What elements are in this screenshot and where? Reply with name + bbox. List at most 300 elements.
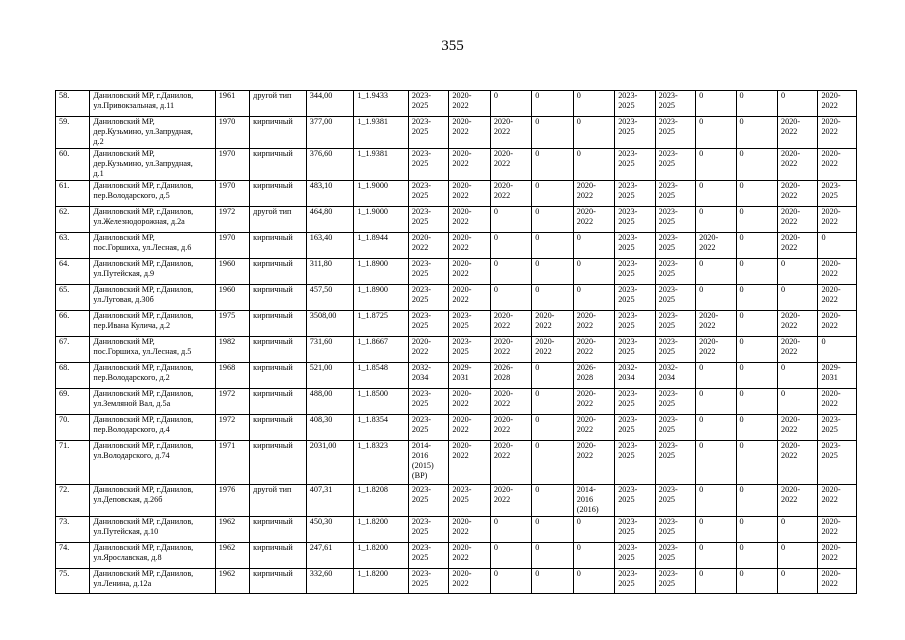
period-cell-9: 0 bbox=[736, 543, 777, 569]
address-cell: Даниловский МР, г.Данилов, пер.Володарского, д.5 bbox=[90, 181, 215, 207]
period-cell-5: 0 bbox=[573, 259, 614, 285]
row-number: 72. bbox=[56, 485, 90, 517]
period-cell-4: 0 bbox=[532, 259, 573, 285]
period-cell-7: 2023- 2025 bbox=[655, 233, 695, 259]
period-cell-6: 2023- 2025 bbox=[615, 259, 655, 285]
period-cell-3: 0 bbox=[490, 569, 531, 594]
period-cell-6: 2023- 2025 bbox=[615, 207, 655, 233]
table-row bbox=[56, 91, 857, 117]
period-cell-9: 0 bbox=[736, 311, 777, 337]
period-cell-1: 2023- 2025 bbox=[408, 149, 448, 181]
period-cell-8: 2020- 2022 bbox=[696, 337, 736, 363]
period-cell-1: 2023- 2025 bbox=[408, 91, 448, 117]
period-cell-5: 2020- 2022 bbox=[573, 311, 614, 337]
area-cell: 483,10 bbox=[306, 181, 354, 207]
period-cell-3: 2020- 2022 bbox=[490, 441, 531, 485]
period-cell-1: 2023- 2025 bbox=[408, 517, 448, 543]
period-cell-11: 0 bbox=[818, 337, 857, 363]
period-cell-6: 2023- 2025 bbox=[615, 149, 655, 181]
row-number: 71. bbox=[56, 441, 90, 485]
period-cell-5: 2020- 2022 bbox=[573, 389, 614, 415]
wall-type-cell: кирпичный bbox=[250, 415, 307, 441]
period-cell-10: 2020- 2022 bbox=[778, 311, 818, 337]
table-row bbox=[56, 517, 857, 543]
address-cell: Даниловский МР, г.Данилов, ул.Путейская, д.9 bbox=[90, 259, 215, 285]
period-cell-1: 2023- 2025 bbox=[408, 543, 448, 569]
index-cell: 1_1.8900 bbox=[354, 259, 409, 285]
period-cell-4: 0 bbox=[532, 441, 573, 485]
period-cell-11: 2020- 2022 bbox=[818, 517, 857, 543]
period-cell-11: 2023- 2025 bbox=[818, 441, 857, 485]
period-cell-4: 0 bbox=[532, 363, 573, 389]
period-cell-1: 2023- 2025 bbox=[408, 207, 448, 233]
period-cell-7: 2023- 2025 bbox=[655, 389, 695, 415]
housing-table bbox=[55, 90, 857, 594]
year-cell: 1961 bbox=[215, 91, 249, 117]
row-number: 75. bbox=[56, 569, 90, 594]
period-cell-7: 2023- 2025 bbox=[655, 543, 695, 569]
period-cell-6: 2023- 2025 bbox=[615, 441, 655, 485]
table-row bbox=[56, 337, 857, 363]
row-number: 61. bbox=[56, 181, 90, 207]
period-cell-8: 0 bbox=[696, 149, 736, 181]
area-cell: 464,80 bbox=[306, 207, 354, 233]
wall-type-cell: кирпичный bbox=[250, 363, 307, 389]
index-cell: 1_1.8200 bbox=[354, 569, 409, 594]
period-cell-4: 0 bbox=[532, 415, 573, 441]
period-cell-10: 2020- 2022 bbox=[778, 181, 818, 207]
row-number: 69. bbox=[56, 389, 90, 415]
area-cell: 377,00 bbox=[306, 117, 354, 149]
area-cell: 2031,00 bbox=[306, 441, 354, 485]
row-number: 70. bbox=[56, 415, 90, 441]
period-cell-8: 0 bbox=[696, 543, 736, 569]
address-cell: Даниловский МР, г.Данилов, ул.Земляной Вал, д.5а bbox=[90, 389, 215, 415]
wall-type-cell: другой тип bbox=[250, 91, 307, 117]
period-cell-3: 2020- 2022 bbox=[490, 117, 531, 149]
wall-type-cell: кирпичный bbox=[250, 285, 307, 311]
period-cell-7: 2023- 2025 bbox=[655, 441, 695, 485]
table-row bbox=[56, 363, 857, 389]
period-cell-8: 0 bbox=[696, 441, 736, 485]
address-cell: Даниловский МР, г.Данилов, ул.Володарского, д.74 bbox=[90, 441, 215, 485]
table-row bbox=[56, 311, 857, 337]
period-cell-7: 2023- 2025 bbox=[655, 181, 695, 207]
period-cell-8: 0 bbox=[696, 363, 736, 389]
period-cell-11: 2020- 2022 bbox=[818, 485, 857, 517]
period-cell-11: 2020- 2022 bbox=[818, 285, 857, 311]
index-cell: 1_1.8944 bbox=[354, 233, 409, 259]
address-cell: Даниловский МР, г.Данилов, ул.Деповская, д.26б bbox=[90, 485, 215, 517]
period-cell-7: 2023- 2025 bbox=[655, 485, 695, 517]
period-cell-6: 2023- 2025 bbox=[615, 337, 655, 363]
period-cell-5: 0 bbox=[573, 517, 614, 543]
period-cell-9: 0 bbox=[736, 181, 777, 207]
period-cell-10: 2020- 2022 bbox=[778, 207, 818, 233]
period-cell-1: 2014- 2016 (2015) (ВР) bbox=[408, 441, 448, 485]
index-cell: 1_1.8208 bbox=[354, 485, 409, 517]
period-cell-3: 2020- 2022 bbox=[490, 485, 531, 517]
period-cell-8: 0 bbox=[696, 485, 736, 517]
address-cell: Даниловский МР, г.Данилов, пер.Володарского, д.4 bbox=[90, 415, 215, 441]
period-cell-4: 0 bbox=[532, 207, 573, 233]
period-cell-7: 2032- 2034 bbox=[655, 363, 695, 389]
period-cell-3: 2020- 2022 bbox=[490, 149, 531, 181]
period-cell-9: 0 bbox=[736, 441, 777, 485]
period-cell-2: 2020- 2022 bbox=[449, 117, 490, 149]
row-number: 64. bbox=[56, 259, 90, 285]
period-cell-10: 0 bbox=[778, 517, 818, 543]
period-cell-3: 0 bbox=[490, 91, 531, 117]
period-cell-2: 2020- 2022 bbox=[449, 91, 490, 117]
year-cell: 1971 bbox=[215, 441, 249, 485]
area-cell: 407,31 bbox=[306, 485, 354, 517]
period-cell-8: 0 bbox=[696, 181, 736, 207]
period-cell-2: 2020- 2022 bbox=[449, 517, 490, 543]
row-number: 68. bbox=[56, 363, 90, 389]
period-cell-1: 2023- 2025 bbox=[408, 485, 448, 517]
address-cell: Даниловский МР, г.Данилов, ул.Привокзальная, д.11 bbox=[90, 91, 215, 117]
period-cell-6: 2023- 2025 bbox=[615, 311, 655, 337]
address-cell: Даниловский МР, дер.Кузьмино, ул.Запрудная, д.1 bbox=[90, 149, 215, 181]
index-cell: 1_1.8500 bbox=[354, 389, 409, 415]
period-cell-2: 2020- 2022 bbox=[449, 207, 490, 233]
period-cell-2: 2020- 2022 bbox=[449, 233, 490, 259]
period-cell-10: 0 bbox=[778, 363, 818, 389]
period-cell-10: 0 bbox=[778, 91, 818, 117]
period-cell-2: 2023- 2025 bbox=[449, 311, 490, 337]
table-row bbox=[56, 415, 857, 441]
index-cell: 1_1.8725 bbox=[354, 311, 409, 337]
period-cell-9: 0 bbox=[736, 207, 777, 233]
period-cell-5: 2020- 2022 bbox=[573, 415, 614, 441]
period-cell-11: 0 bbox=[818, 233, 857, 259]
period-cell-4: 0 bbox=[532, 149, 573, 181]
period-cell-10: 2020- 2022 bbox=[778, 415, 818, 441]
period-cell-9: 0 bbox=[736, 233, 777, 259]
period-cell-10: 0 bbox=[778, 259, 818, 285]
period-cell-1: 2032- 2034 bbox=[408, 363, 448, 389]
period-cell-5: 2026- 2028 bbox=[573, 363, 614, 389]
wall-type-cell: кирпичный bbox=[250, 337, 307, 363]
period-cell-6: 2023- 2025 bbox=[615, 233, 655, 259]
period-cell-11: 2029- 2031 bbox=[818, 363, 857, 389]
area-cell: 408,30 bbox=[306, 415, 354, 441]
period-cell-3: 0 bbox=[490, 259, 531, 285]
table-row bbox=[56, 285, 857, 311]
period-cell-5: 0 bbox=[573, 233, 614, 259]
period-cell-4: 0 bbox=[532, 569, 573, 594]
period-cell-2: 2020- 2022 bbox=[449, 285, 490, 311]
period-cell-7: 2023- 2025 bbox=[655, 91, 695, 117]
period-cell-1: 2023- 2025 bbox=[408, 389, 448, 415]
index-cell: 1_1.9000 bbox=[354, 181, 409, 207]
period-cell-8: 0 bbox=[696, 207, 736, 233]
year-cell: 1970 bbox=[215, 233, 249, 259]
table-row bbox=[56, 181, 857, 207]
address-cell: Даниловский МР, г.Данилов, ул.Ленина, д.12а bbox=[90, 569, 215, 594]
table-row bbox=[56, 233, 857, 259]
table-row bbox=[56, 543, 857, 569]
index-cell: 1_1.9381 bbox=[354, 117, 409, 149]
period-cell-11: 2020- 2022 bbox=[818, 311, 857, 337]
period-cell-1: 2023- 2025 bbox=[408, 259, 448, 285]
period-cell-9: 0 bbox=[736, 363, 777, 389]
address-cell: Даниловский МР, г.Данилов, пер.Ивана Кулича, д.2 bbox=[90, 311, 215, 337]
period-cell-10: 0 bbox=[778, 389, 818, 415]
period-cell-11: 2020- 2022 bbox=[818, 569, 857, 594]
period-cell-10: 2020- 2022 bbox=[778, 117, 818, 149]
table-row bbox=[56, 149, 857, 181]
period-cell-9: 0 bbox=[736, 485, 777, 517]
period-cell-4: 2020- 2022 bbox=[532, 337, 573, 363]
period-cell-4: 0 bbox=[532, 543, 573, 569]
address-cell: Даниловский МР, г.Данилов, пер.Володарского, д.2 bbox=[90, 363, 215, 389]
year-cell: 1962 bbox=[215, 543, 249, 569]
wall-type-cell: кирпичный bbox=[250, 441, 307, 485]
period-cell-6: 2032- 2034 bbox=[615, 363, 655, 389]
area-cell: 344,00 bbox=[306, 91, 354, 117]
index-cell: 1_1.8200 bbox=[354, 517, 409, 543]
period-cell-11: 2023- 2025 bbox=[818, 415, 857, 441]
period-cell-6: 2023- 2025 bbox=[615, 389, 655, 415]
period-cell-10: 0 bbox=[778, 569, 818, 594]
row-number: 58. bbox=[56, 91, 90, 117]
period-cell-11: 2020- 2022 bbox=[818, 389, 857, 415]
period-cell-7: 2023- 2025 bbox=[655, 149, 695, 181]
index-cell: 1_1.9381 bbox=[354, 149, 409, 181]
index-cell: 1_1.8548 bbox=[354, 363, 409, 389]
wall-type-cell: кирпичный bbox=[250, 389, 307, 415]
area-cell: 3508,00 bbox=[306, 311, 354, 337]
period-cell-9: 0 bbox=[736, 117, 777, 149]
period-cell-6: 2023- 2025 bbox=[615, 517, 655, 543]
index-cell: 1_1.8667 bbox=[354, 337, 409, 363]
period-cell-1: 2023- 2025 bbox=[408, 285, 448, 311]
period-cell-6: 2023- 2025 bbox=[615, 485, 655, 517]
period-cell-3: 2020- 2022 bbox=[490, 181, 531, 207]
period-cell-2: 2023- 2025 bbox=[449, 337, 490, 363]
row-number: 63. bbox=[56, 233, 90, 259]
period-cell-4: 0 bbox=[532, 233, 573, 259]
address-cell: Даниловский МР, пос.Горшиха, ул.Лесная, д.5 bbox=[90, 337, 215, 363]
period-cell-10: 2020- 2022 bbox=[778, 441, 818, 485]
year-cell: 1970 bbox=[215, 117, 249, 149]
index-cell: 1_1.8200 bbox=[354, 543, 409, 569]
period-cell-10: 0 bbox=[778, 285, 818, 311]
area-cell: 311,80 bbox=[306, 259, 354, 285]
period-cell-2: 2020- 2022 bbox=[449, 149, 490, 181]
area-cell: 247,61 bbox=[306, 543, 354, 569]
period-cell-9: 0 bbox=[736, 285, 777, 311]
period-cell-9: 0 bbox=[736, 415, 777, 441]
period-cell-3: 2020- 2022 bbox=[490, 415, 531, 441]
period-cell-11: 2020- 2022 bbox=[818, 117, 857, 149]
period-cell-8: 0 bbox=[696, 389, 736, 415]
wall-type-cell: другой тип bbox=[250, 485, 307, 517]
period-cell-11: 2020- 2022 bbox=[818, 91, 857, 117]
period-cell-11: 2020- 2022 bbox=[818, 149, 857, 181]
period-cell-11: 2020- 2022 bbox=[818, 207, 857, 233]
table-row bbox=[56, 259, 857, 285]
period-cell-2: 2020- 2022 bbox=[449, 441, 490, 485]
period-cell-7: 2023- 2025 bbox=[655, 337, 695, 363]
period-cell-2: 2020- 2022 bbox=[449, 415, 490, 441]
period-cell-5: 0 bbox=[573, 91, 614, 117]
period-cell-8: 0 bbox=[696, 259, 736, 285]
row-number: 67. bbox=[56, 337, 90, 363]
period-cell-2: 2020- 2022 bbox=[449, 569, 490, 594]
period-cell-4: 0 bbox=[532, 117, 573, 149]
address-cell: Даниловский МР, г.Данилов, ул.Луговая, д.30б bbox=[90, 285, 215, 311]
index-cell: 1_1.9433 bbox=[354, 91, 409, 117]
year-cell: 1976 bbox=[215, 485, 249, 517]
row-number: 73. bbox=[56, 517, 90, 543]
period-cell-9: 0 bbox=[736, 389, 777, 415]
page-number: 355 bbox=[441, 38, 464, 54]
period-cell-3: 0 bbox=[490, 233, 531, 259]
area-cell: 450,30 bbox=[306, 517, 354, 543]
period-cell-9: 0 bbox=[736, 91, 777, 117]
period-cell-4: 0 bbox=[532, 485, 573, 517]
period-cell-5: 0 bbox=[573, 117, 614, 149]
row-number: 65. bbox=[56, 285, 90, 311]
period-cell-3: 0 bbox=[490, 517, 531, 543]
table-row bbox=[56, 441, 857, 485]
period-cell-9: 0 bbox=[736, 569, 777, 594]
period-cell-5: 2020- 2022 bbox=[573, 207, 614, 233]
period-cell-2: 2020- 2022 bbox=[449, 389, 490, 415]
wall-type-cell: кирпичный bbox=[250, 149, 307, 181]
period-cell-7: 2023- 2025 bbox=[655, 285, 695, 311]
table-row bbox=[56, 389, 857, 415]
period-cell-6: 2023- 2025 bbox=[615, 569, 655, 594]
period-cell-2: 2020- 2022 bbox=[449, 259, 490, 285]
row-number: 74. bbox=[56, 543, 90, 569]
row-number: 60. bbox=[56, 149, 90, 181]
period-cell-4: 0 bbox=[532, 285, 573, 311]
year-cell: 1972 bbox=[215, 415, 249, 441]
period-cell-4: 0 bbox=[532, 91, 573, 117]
period-cell-10: 2020- 2022 bbox=[778, 149, 818, 181]
wall-type-cell: кирпичный bbox=[250, 311, 307, 337]
period-cell-8: 0 bbox=[696, 517, 736, 543]
period-cell-2: 2023- 2025 bbox=[449, 485, 490, 517]
period-cell-10: 2020- 2022 bbox=[778, 337, 818, 363]
period-cell-3: 0 bbox=[490, 285, 531, 311]
table-row bbox=[56, 485, 857, 517]
period-cell-8: 0 bbox=[696, 91, 736, 117]
year-cell: 1972 bbox=[215, 389, 249, 415]
period-cell-1: 2023- 2025 bbox=[408, 415, 448, 441]
period-cell-5: 2020- 2022 bbox=[573, 441, 614, 485]
index-cell: 1_1.8900 bbox=[354, 285, 409, 311]
area-cell: 163,40 bbox=[306, 233, 354, 259]
address-cell: Даниловский МР, пос.Горшиха, ул.Лесная, д.6 bbox=[90, 233, 215, 259]
wall-type-cell: кирпичный bbox=[250, 181, 307, 207]
period-cell-7: 2023- 2025 bbox=[655, 117, 695, 149]
period-cell-5: 0 bbox=[573, 149, 614, 181]
period-cell-5: 2020- 2022 bbox=[573, 181, 614, 207]
period-cell-10: 2020- 2022 bbox=[778, 485, 818, 517]
year-cell: 1962 bbox=[215, 569, 249, 594]
address-cell: Даниловский МР, г.Данилов, ул.Железнодорожная, д.2а bbox=[90, 207, 215, 233]
period-cell-2: 2020- 2022 bbox=[449, 543, 490, 569]
address-cell: Даниловский МР, г.Данилов, ул.Путейская, д.10 bbox=[90, 517, 215, 543]
period-cell-5: 2014- 2016 (2016) bbox=[573, 485, 614, 517]
year-cell: 1960 bbox=[215, 285, 249, 311]
period-cell-5: 0 bbox=[573, 569, 614, 594]
wall-type-cell: кирпичный bbox=[250, 517, 307, 543]
period-cell-9: 0 bbox=[736, 517, 777, 543]
wall-type-cell: другой тип bbox=[250, 207, 307, 233]
year-cell: 1962 bbox=[215, 517, 249, 543]
period-cell-1: 2023- 2025 bbox=[408, 117, 448, 149]
wall-type-cell: кирпичный bbox=[250, 117, 307, 149]
area-cell: 521,00 bbox=[306, 363, 354, 389]
area-cell: 332,60 bbox=[306, 569, 354, 594]
period-cell-3: 2020- 2022 bbox=[490, 311, 531, 337]
period-cell-11: 2023- 2025 bbox=[818, 181, 857, 207]
year-cell: 1975 bbox=[215, 311, 249, 337]
period-cell-9: 0 bbox=[736, 149, 777, 181]
period-cell-4: 0 bbox=[532, 517, 573, 543]
wall-type-cell: кирпичный bbox=[250, 233, 307, 259]
period-cell-7: 2023- 2025 bbox=[655, 311, 695, 337]
period-cell-1: 2023- 2025 bbox=[408, 181, 448, 207]
wall-type-cell: кирпичный bbox=[250, 569, 307, 594]
period-cell-1: 2020- 2022 bbox=[408, 233, 448, 259]
year-cell: 1972 bbox=[215, 207, 249, 233]
period-cell-3: 2020- 2022 bbox=[490, 389, 531, 415]
index-cell: 1_1.8354 bbox=[354, 415, 409, 441]
period-cell-3: 2020- 2022 bbox=[490, 337, 531, 363]
period-cell-7: 2023- 2025 bbox=[655, 259, 695, 285]
period-cell-7: 2023- 2025 bbox=[655, 517, 695, 543]
period-cell-11: 2020- 2022 bbox=[818, 543, 857, 569]
period-cell-4: 0 bbox=[532, 181, 573, 207]
period-cell-7: 2023- 2025 bbox=[655, 415, 695, 441]
row-number: 59. bbox=[56, 117, 90, 149]
period-cell-7: 2023- 2025 bbox=[655, 207, 695, 233]
address-cell: Даниловский МР, г.Данилов, ул.Ярославская, д.8 bbox=[90, 543, 215, 569]
period-cell-5: 0 bbox=[573, 543, 614, 569]
period-cell-4: 0 bbox=[532, 389, 573, 415]
area-cell: 731,60 bbox=[306, 337, 354, 363]
year-cell: 1960 bbox=[215, 259, 249, 285]
year-cell: 1982 bbox=[215, 337, 249, 363]
index-cell: 1_1.8323 bbox=[354, 441, 409, 485]
period-cell-11: 2020- 2022 bbox=[818, 259, 857, 285]
period-cell-6: 2023- 2025 bbox=[615, 117, 655, 149]
period-cell-8: 0 bbox=[696, 117, 736, 149]
table-row bbox=[56, 569, 857, 594]
period-cell-5: 0 bbox=[573, 285, 614, 311]
period-cell-6: 2023- 2025 bbox=[615, 285, 655, 311]
period-cell-8: 0 bbox=[696, 285, 736, 311]
period-cell-8: 2020- 2022 bbox=[696, 311, 736, 337]
period-cell-7: 2023- 2025 bbox=[655, 569, 695, 594]
period-cell-10: 0 bbox=[778, 543, 818, 569]
index-cell: 1_1.9000 bbox=[354, 207, 409, 233]
area-cell: 457,50 bbox=[306, 285, 354, 311]
period-cell-8: 0 bbox=[696, 415, 736, 441]
table-row bbox=[56, 207, 857, 233]
address-cell: Даниловский МР, дер.Кузьмино, ул.Запрудная, д.2 bbox=[90, 117, 215, 149]
year-cell: 1968 bbox=[215, 363, 249, 389]
period-cell-10: 2020- 2022 bbox=[778, 233, 818, 259]
period-cell-9: 0 bbox=[736, 337, 777, 363]
